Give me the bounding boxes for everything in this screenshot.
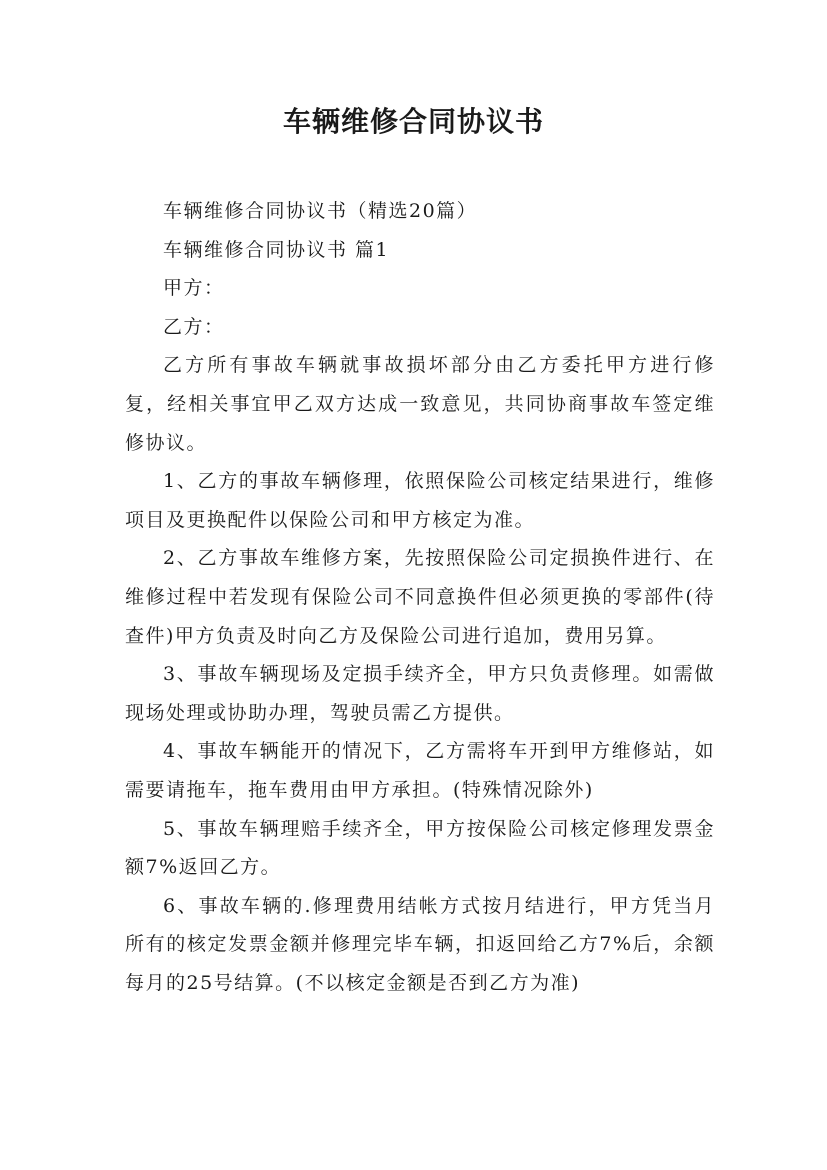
paragraph-clause-2: 2、乙方事故车维修方案，先按照保险公司定损换件进行、在维修过程中若发现有保险公司不同意换件但必须更换的零部件(待查件)甲方负责及时向乙方及保险公司进行追加，费用另算。: [125, 547, 715, 647]
paragraph-clause-1: 1、乙方的事故车辆修理，依照保险公司核定结果进行，维修项目及更换配件以保险公司和甲方核定为准。: [125, 470, 715, 531]
paragraph-section-heading: 车辆维修合同协议书 篇1: [163, 238, 390, 261]
paragraph-clause-6: 6、事故车辆的.修理费用结帐方式按月结进行，甲方凭当月所有的核定发票金额并修理完毕车辆，扣返回给乙方7%后，余额每月的25号结算。(不以核定金额是否到乙方为准): [125, 894, 715, 994]
paragraph-party-b: 乙方：: [163, 315, 225, 338]
paragraph-clause-3: 3、事故车辆现场及定损手续齐全，甲方只负责修理。如需做现场处理或协助办理，驾驶员需乙方提供。: [125, 663, 715, 724]
document-title: 车辆维修合同协议书: [282, 105, 544, 138]
paragraph-preamble: 乙方所有事故车辆就事故损坏部分由乙方委托甲方进行修复，经相关事宜甲乙双方达成一致意见，共同协商事故车签定维修协议。: [125, 354, 715, 454]
document-body: [125, 192, 715, 1002]
paragraph-party-a: 甲方：: [163, 277, 225, 300]
paragraph-clause-5: 5、事故车辆理赔手续齐全，甲方按保险公司核定修理发票金额7%返回乙方。: [125, 817, 715, 879]
paragraph-subtitle: 车辆维修合同协议书（精选20篇）: [163, 200, 478, 222]
paragraph-clause-4: 4、事故车辆能开的情况下，乙方需将车开到甲方维修站，如需要请拖车，拖车费用由甲方承担。(特殊情况除外): [125, 740, 715, 801]
